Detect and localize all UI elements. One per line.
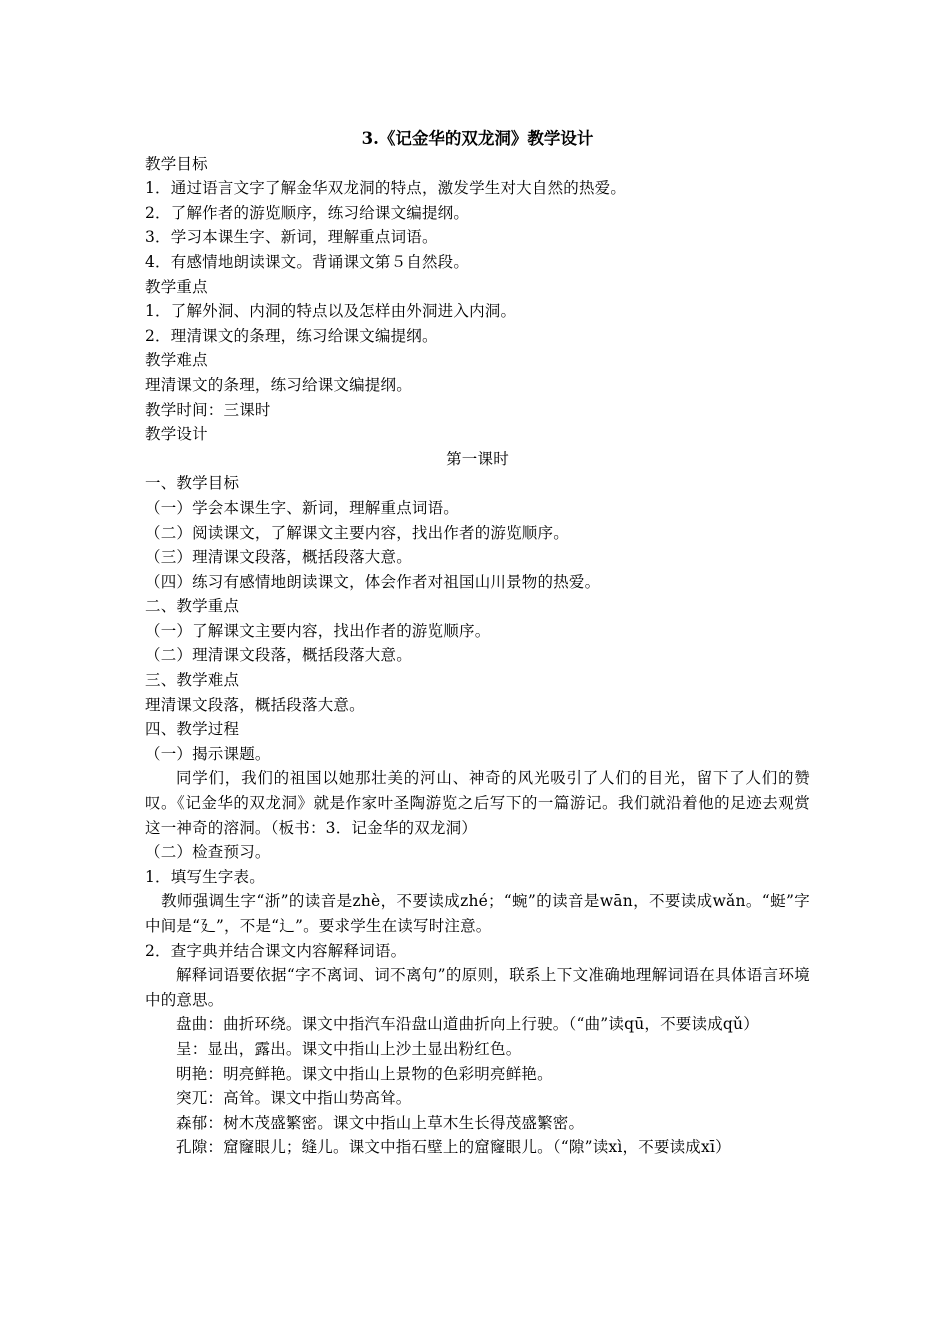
section-heading-goals: 教学目标 <box>145 154 208 173</box>
section-heading-focus: 教学重点 <box>145 277 208 296</box>
intro-paragraph: 同学们，我们的祖国以她那壮美的河山、神奇的风光吸引了人们的目光，留下了人们的赞叹。《记金华的双龙洞》就是作家叶圣陶游览之后写下的一篇游记。我们就沿着他的足迹去观赏这一神奇的溶洞。（板书：3．记金华的双龙洞） <box>145 769 810 837</box>
lesson-difficulty-text: 理清课文段落，概括段落大意。 <box>145 695 365 714</box>
document-title: 3.《记金华的双龙洞》教学设计 <box>361 129 594 148</box>
goal-item: 3．学习本课生字、新词，理解重点词语。 <box>145 228 438 247</box>
process-step-title: （二）检查预习。 <box>145 843 271 862</box>
section-heading-design: 教学设计 <box>145 425 208 444</box>
word-explanation: 呈：显出，露出。课文中指山上沙土显出粉红色。 <box>176 1039 522 1058</box>
focus-item: 1．了解外洞、内洞的特点以及怎样由外洞进入内洞。 <box>145 302 517 321</box>
sub-step-title: 2．查字典并结合课文内容解释词语。 <box>145 941 407 960</box>
lesson-goals-heading: 一、教学目标 <box>145 474 240 493</box>
lesson-goal-item: （三）理清课文段落，概括段落大意。 <box>145 548 412 567</box>
goal-item: 4．有感情地朗读课文。背诵课文第５自然段。 <box>145 252 470 271</box>
process-step-title: （一）揭示课题。 <box>145 744 271 763</box>
lesson-difficulty-heading: 三、教学难点 <box>145 671 240 690</box>
sub-step-title: 1．填写生字表。 <box>145 867 265 886</box>
lesson-goal-item: （二）阅读课文，了解课文主要内容，找出作者的游览顺序。 <box>145 523 569 542</box>
lesson-process-heading: 四、教学过程 <box>145 720 240 739</box>
teaching-time: 教学时间：三课时 <box>145 400 271 419</box>
word-explanation: 盘曲：曲折环绕。课文中指汽车沿盘山道曲折向上行驶。（“曲”读qū，不要读成qǔ） <box>176 1015 759 1034</box>
word-explanation: 明艳：明亮鲜艳。课文中指山上景物的色彩明亮鲜艳。 <box>176 1064 553 1083</box>
lesson-focus-heading: 二、教学重点 <box>145 597 240 616</box>
difficulty-text: 理清课文的条理，练习给课文编提纲。 <box>145 375 412 394</box>
goal-item: 1．通过语言文字了解金华双龙洞的特点，激发学生对大自然的热爱。 <box>145 179 627 198</box>
focus-item: 2．理清课文的条理，练习给课文编提纲。 <box>145 326 438 345</box>
lesson-heading: 第一课时 <box>446 449 509 468</box>
sub-step-paragraph: 教师强调生字“浙”的读音是zhè，不要读成zhé；“蜿”的读音是wān，不要读成wǎn。“蜓”字中间是“廴”，不是“辶”。要求学生在读写时注意。 <box>145 892 810 935</box>
lesson-focus-item: （二）理清课文段落，概括段落大意。 <box>145 646 412 665</box>
sub-step-paragraph: 解释词语要依据“字不离词、词不离句”的原则，联系上下文准确地理解词语在具体语言环境中的意思。 <box>145 966 810 1009</box>
lesson-focus-item: （一）了解课文主要内容，找出作者的游览顺序。 <box>145 621 491 640</box>
word-explanation: 突兀：高耸。课文中指山势高耸。 <box>176 1089 412 1108</box>
goal-item: 2．了解作者的游览顺序，练习给课文编提纲。 <box>145 203 470 222</box>
section-heading-difficulty: 教学难点 <box>145 351 208 370</box>
word-explanation: 孔隙：窟窿眼儿；缝儿。课文中指石壁上的窟窿眼儿。（“隙”读xì，不要读成xī） <box>176 1138 731 1157</box>
word-explanation: 森郁：树木茂盛繁密。课文中指山上草木生长得茂盛繁密。 <box>176 1113 585 1132</box>
lesson-goal-item: （四）练习有感情地朗读课文，体会作者对祖国山川景物的热爱。 <box>145 572 601 591</box>
lesson-goal-item: （一）学会本课生字、新词，理解重点词语。 <box>145 498 460 517</box>
document-body <box>145 127 810 1160</box>
